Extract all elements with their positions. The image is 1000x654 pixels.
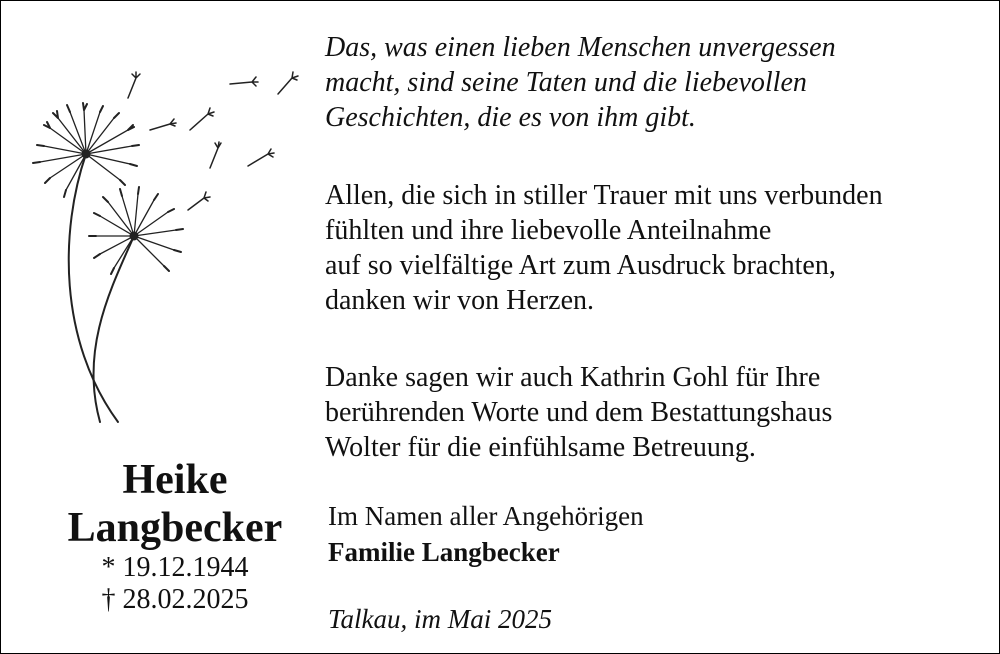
quote-line: Geschichten, die es von ihm gibt. [325,102,696,133]
birth-date: * 19.12.1944 [101,552,249,583]
deceased-first-name: Heike [122,457,228,503]
quote-line: macht, sind seine Taten und die liebevollen [325,67,807,98]
signature-block [328,498,644,570]
thanks-line: danken wir von Herzen. [325,285,595,316]
signature-intro: Im Namen aller Angehörigen [328,501,644,531]
thanks-extra-line: Wolter für die einfühlsame Betreuung. [325,432,756,463]
death-date: † 28.02.2025 [101,584,249,615]
dandelion-icon [20,50,320,440]
signature-family: Familie Langbecker [328,537,560,567]
thanks-extra-line: Danke sagen wir auch Kathrin Gohl für Ihre [325,362,821,393]
deceased-last-name: Langbecker [67,505,283,551]
place-date: Talkau, im Mai 2025 [328,604,553,634]
thanks-extra-line: berührenden Worte und dem Bestattungshaus [325,397,833,428]
thanks-paragraph [325,178,985,318]
deceased-block [20,456,330,616]
quote-text [325,30,985,135]
thanks-line: auf so vielfältige Art zum Ausdruck brachten, [325,250,836,281]
quote-line: Das, was einen lieben Menschen unvergessen [325,32,836,63]
thanks-line: Allen, die sich in stiller Trauer mit uns verbunden [325,180,883,211]
thanks-line: fühlten und ihre liebevolle Anteilnahme [325,215,772,246]
thanks-extra-paragraph [325,360,985,465]
